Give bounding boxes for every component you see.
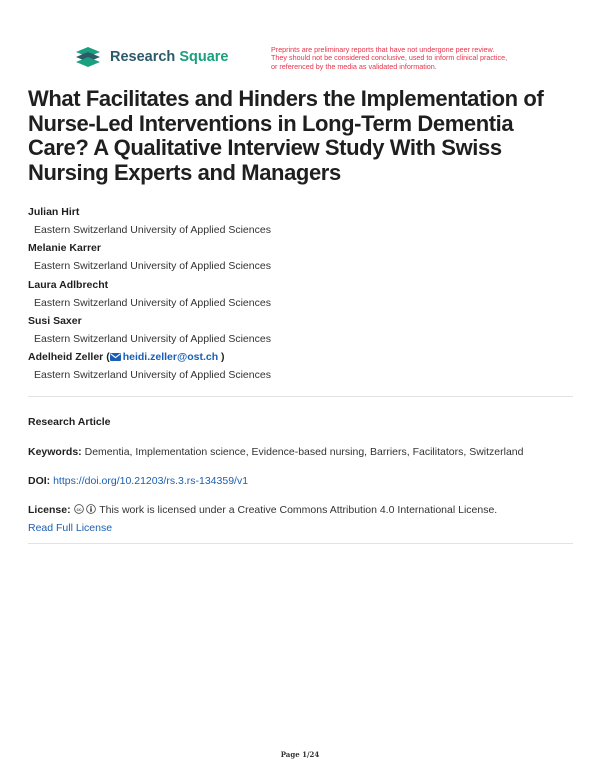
logo-wordmark <box>110 49 229 65</box>
research-square-logo-icon <box>74 46 102 68</box>
author-affiliation: Eastern Switzerland University of Applied Sciences <box>34 224 271 236</box>
author-affiliation: Eastern Switzerland University of Applied Sciences <box>34 332 271 345</box>
article-type: Research Article <box>28 416 111 428</box>
author-list <box>28 206 568 387</box>
author-affiliation: Eastern Switzerland University of Applied Sciences <box>34 296 271 309</box>
keywords-line <box>28 445 573 459</box>
keywords-text: Dementia, Implementation science, Evidence-based nursing, Barriers, Facilitators, Switzerland <box>84 446 524 458</box>
read-full-license-link[interactable]: Read Full License <box>28 522 113 534</box>
page-header <box>74 46 554 74</box>
license-text: This work is licensed under a Creative Commons Attribution 4.0 International License. <box>99 504 498 516</box>
svg-text:cc: cc <box>75 507 82 512</box>
research-square-logo[interactable] <box>74 46 229 68</box>
disclaimer-line: They should not be considered conclusive, used to inform clinical practice, <box>271 53 508 63</box>
disclaimer-line: or referenced by the media as validated information. <box>271 61 437 71</box>
page-number: Page 1/24 <box>280 750 320 759</box>
author-entry <box>28 315 568 351</box>
logo-brand: Research <box>110 49 176 65</box>
author-name: Susi Saxer <box>28 314 82 327</box>
section-divider <box>28 396 573 397</box>
author-name: Laura Adlbrecht <box>28 278 109 291</box>
logo-brand-accent: Square <box>179 49 229 65</box>
section-divider <box>28 543 573 544</box>
doi-link[interactable]: https://doi.org/10.21203/rs.3.rs-134359/v1 <box>53 475 249 487</box>
envelope-icon <box>110 353 121 361</box>
author-affiliation: Eastern Switzerland University of Applied Sciences <box>34 369 271 382</box>
author-affiliation: Eastern Switzerland University of Applied Sciences <box>34 260 271 273</box>
author-name: Julian Hirt <box>28 206 80 218</box>
doi-label: DOI: <box>28 475 51 487</box>
license-line <box>28 503 573 517</box>
attribution-icon <box>86 504 96 514</box>
doi-line <box>28 474 573 488</box>
author-email-link[interactable] <box>110 351 218 363</box>
author-entry <box>28 351 568 387</box>
author-entry <box>28 242 568 278</box>
corresponding-author-name: Adelheid Zeller ( heidi.zeller@ost.ch ) <box>28 351 225 364</box>
paper-title: What Facilitates and Hinders the Implementation of Nurse-Led Interventions in Long-Term Dementia Care? A Qualitative Interview Study With Swiss Nursing Experts and Managers <box>28 86 544 185</box>
author-email: heidi.zeller@ost.ch <box>122 351 219 364</box>
author-name: Adelheid Zeller <box>28 351 104 364</box>
author-entry <box>28 279 568 315</box>
author-entry <box>28 206 568 242</box>
disclaimer-line: Preprints are preliminary reports that have not undergone peer review. <box>271 45 495 54</box>
author-name: Melanie Karrer <box>28 242 101 255</box>
keywords-label: Keywords: <box>28 446 82 458</box>
creative-commons-icon <box>74 504 84 514</box>
license-label: License: <box>28 504 71 516</box>
preprint-disclaimer <box>271 46 561 71</box>
